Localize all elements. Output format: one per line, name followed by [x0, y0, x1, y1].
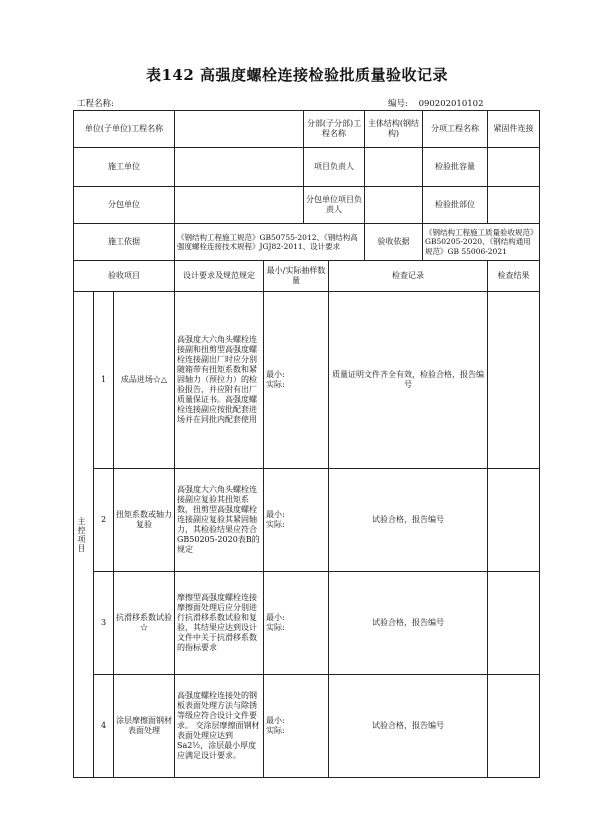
batch-capacity-label: 检验批容量 — [423, 148, 488, 187]
item-requirement: 高强度大六角头螺栓连接副应复验其扭矩系数，扭剪型高强度螺栓连接副应复验其紧固轴力，其检验结果应符合GB50205-2020表B的规定 — [175, 469, 264, 572]
acceptance-basis-value: 《钢结构工程施工质量验收规范》GB50205-2020、《钢结构通用规范》GB 55006-2021 — [423, 224, 540, 261]
item-sample: 最小: 实际: — [264, 675, 329, 778]
item-record: 试验合格，报告编号 — [329, 675, 488, 778]
item-sample: 最小: 实际: — [264, 292, 329, 469]
project-leader-value[interactable] — [365, 148, 423, 187]
item-name: 成品进场☆△ — [114, 292, 175, 469]
item-no: 4 — [94, 675, 114, 778]
item-sample: 最小: 实际: — [264, 572, 329, 675]
table-row — [74, 292, 540, 469]
item-result[interactable] — [488, 675, 540, 778]
col-record: 检查记录 — [329, 261, 488, 292]
subcontract-leader-label: 分包单位项目负责人 — [304, 187, 365, 224]
page-title: 表142 高强度螺栓连接检验批质量验收记录 — [145, 66, 449, 84]
subcontract-unit-label: 分包单位 — [74, 187, 175, 224]
item-name: 扭矩系数或轴力复验 — [114, 469, 175, 572]
item-record: 质量证明文件齐全有效，检验合格，报告编号 — [329, 292, 488, 469]
item-result[interactable] — [488, 469, 540, 572]
column-header-row — [74, 261, 540, 292]
header-row-subcontract — [74, 187, 540, 224]
item-result[interactable] — [488, 292, 540, 469]
unit-project-label: 单位(子单位)工程名称 — [74, 111, 175, 148]
header-row-construction — [74, 148, 540, 187]
item-result[interactable] — [488, 572, 540, 675]
project-name-label: 工程名称: — [77, 99, 114, 109]
main-control-text: 主控项目 — [77, 516, 86, 553]
subitem-project-label: 分项工程名称 — [423, 111, 488, 148]
header-row-unit — [74, 111, 540, 148]
header-row-basis — [74, 224, 540, 261]
item-no: 3 — [94, 572, 114, 675]
subcontract-leader-value[interactable] — [365, 187, 423, 224]
subcontract-unit-value[interactable] — [175, 187, 304, 224]
col-design-req: 设计要求及规范规定 — [175, 261, 264, 292]
unit-project-value[interactable] — [175, 111, 304, 148]
item-requirement: 高强度螺栓连接处的钢板表面处理方法与除锈等级应符合设计文件要求。 交涂层摩擦面钢材表面处理应达到Sa2½，涂层最小厚度应满足设计要求。 — [175, 675, 264, 778]
item-record: 试验合格，报告编号 — [329, 572, 488, 675]
item-name: 抗滑移系数试验☆ — [114, 572, 175, 675]
subitem-project-value: 紧固件连接 — [488, 111, 540, 148]
record-number — [388, 97, 483, 109]
item-no: 2 — [94, 469, 114, 572]
construction-basis-label: 施工依据 — [74, 224, 175, 261]
batch-capacity-value[interactable] — [488, 148, 540, 187]
division-project-label: 分部(子分部)工程名称 — [304, 111, 365, 148]
item-no: 1 — [94, 292, 114, 469]
item-sample: 最小: 实际: — [264, 469, 329, 572]
col-item: 验收项目 — [74, 261, 175, 292]
main-control-label — [74, 292, 94, 778]
item-requirement: 高强度大六角头螺栓连接副和扭剪型高强度螺栓连接副出厂时应分别随箱带有扭矩系数和紧固轴力（预拉力）的检验报告，并应附有出厂质量保证书。高强度螺栓连接副应按批配套进场并在同批内配套使用 — [175, 292, 264, 469]
construction-unit-value[interactable] — [175, 148, 304, 187]
number-label: 编号: — [388, 99, 408, 109]
col-result: 检查结果 — [488, 261, 540, 292]
batch-location-value[interactable] — [488, 187, 540, 224]
acceptance-basis-label: 验收依据 — [365, 224, 423, 261]
number-value: 090202010102 — [418, 99, 484, 109]
item-record: 试验合格，报告编号 — [329, 469, 488, 572]
table-row — [74, 675, 540, 778]
table-row — [74, 572, 540, 675]
construction-unit-label: 施工单位 — [74, 148, 175, 187]
division-project-value: 主体结构(钢结构) — [365, 111, 423, 148]
item-requirement: 摩擦型高强度螺栓连接摩擦面处理后应分别进行抗滑移系数试验和复验，其结果应达到设计文件中关于抗滑移系数的指标要求 — [175, 572, 264, 675]
construction-basis-value: 《钢结构工程施工规范》GB50755-2012、《钢结构高强度螺栓连接技术规程》JGJ82-2011、设计要求 — [175, 224, 365, 261]
project-leader-label: 项目负责人 — [304, 148, 365, 187]
table-row — [74, 469, 540, 572]
acceptance-record-table — [73, 110, 540, 778]
batch-location-label: 检验批部位 — [423, 187, 488, 224]
item-name: 涂层摩擦面钢材表面处理 — [114, 675, 175, 778]
col-sample: 最小/实际抽样数量 — [264, 261, 329, 292]
